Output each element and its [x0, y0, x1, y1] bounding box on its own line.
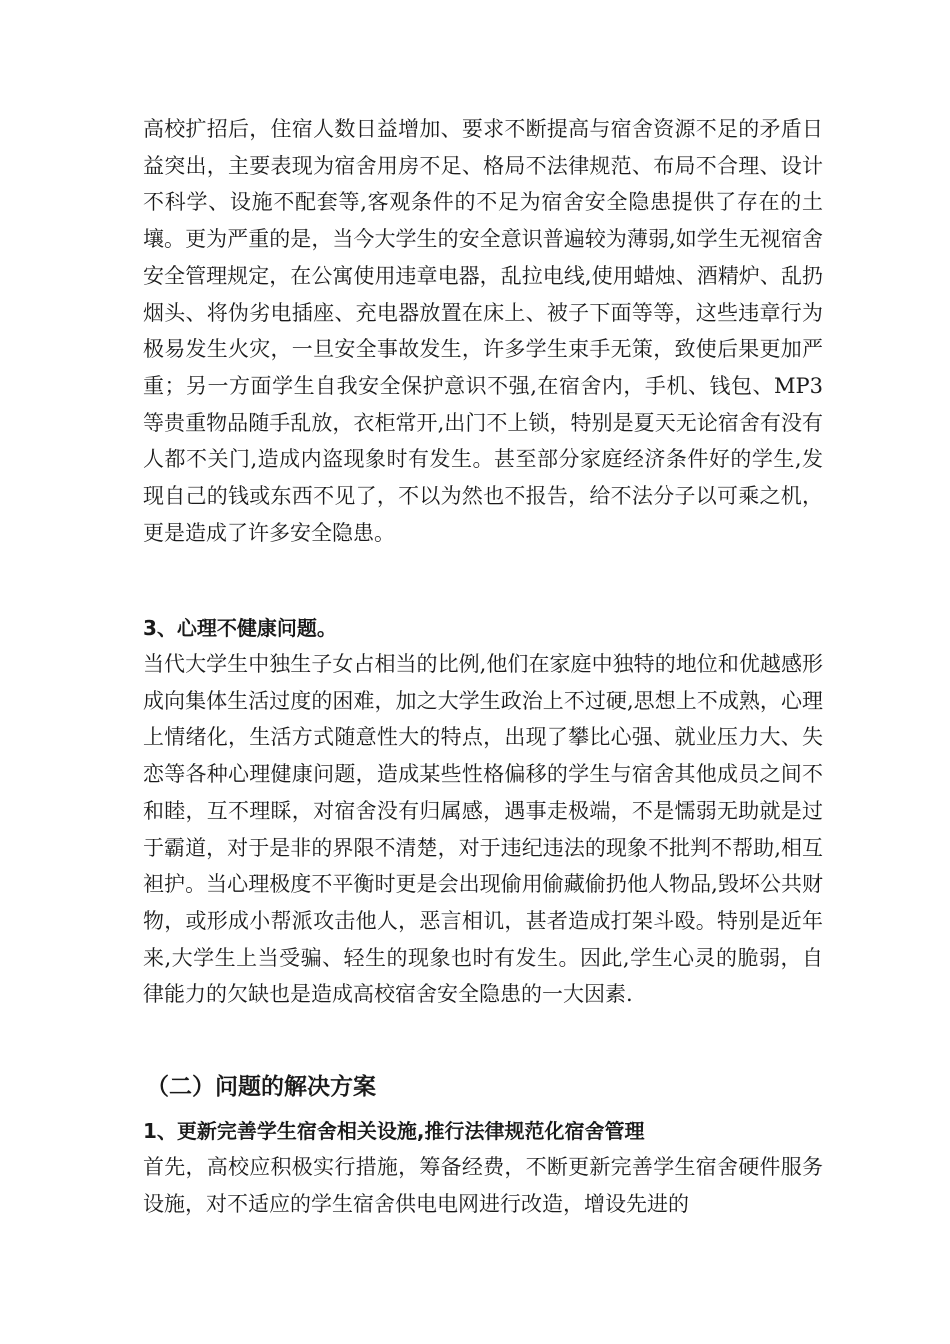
paragraph-dormitory-safety: 高校扩招后，住宿人数日益增加、要求不断提高与宿舍资源不足的矛盾日益突出，主要表现为宿舍用房不足、格局不法律规范、布局不合理、设计不科学、设施不配套等,客观条件的不足为宿舍安全隐患提供了存在的土壤。更为严重的是，当今大学生的安全意识普遍较为薄弱,如学生无视宿舍安全管理规定，在公寓使用违章电器，乱拉电线,使用蜡烛、酒精炉、乱扔烟头、将伪劣电插座、充电器放置在床上、被子下面等等，这些违章行为极易发生火灾，一旦安全事故发生，许多学生束手无策，致使后果更加严重；另一方面学生自我安全保护意识不强,在宿舍内，手机、钱包、MP3等贵重物品随手乱放，衣柜常开,出门不上锁，特别是夏天无论宿舍有没有人都不关门,造成内盗现象时有发生。甚至部分家庭经济条件好的学生,发现自己的钱或东西不见了，不以为然也不报告，给不法分子以可乘之机，更是造成了许多安全隐患。 [143, 117, 823, 545]
heading-psychological-problems: 3、心理不健康问题。 [143, 616, 337, 640]
section-heading-solutions: （二）问题的解决方案 [146, 1074, 376, 1100]
paragraph-facility-improvement: 首先，高校应积极实行措施，筹备经费，不断更新完善学生宿舍硬件服务设施，对不适应的学生宿舍供电电网进行改造，增设先进的 [143, 1155, 823, 1216]
paragraph-psychological-health: 当代大学生中独生子女占相当的比例,他们在家庭中独特的地位和优越感形成向集体生活过度的困难，加之大学生政治上不过硬,思想上不成熟，心理上情绪化，生活方式随意性大的特点，出现了攀比心强、就业压力大、失恋等各种心理健康问题，造成某些性格偏移的学生与宿舍其他成员之间不和睦，互不理睬，对宿舍没有归属感，遇事走极端，不是懦弱无助就是过于霸道，对于是非的界限不清楚，对于违纪违法的现象不批判不帮助,相互袒护。当心理极度不平衡时更是会出现偷用偷藏偷扔他人物品,毁坏公共财物，或形成小帮派攻击他人，恶言相讥，甚者造成打架斗殴。特别是近年来,大学生上当受骗、轻生的现象也时有发生。因此,学生心灵的脆弱，自律能力的欠缺也是造成高校宿舍安全隐患的一大因素. [143, 652, 823, 1007]
heading-update-facilities: 1、更新完善学生宿舍相关设施,推行法律规范化宿舍管理 [143, 1119, 645, 1143]
